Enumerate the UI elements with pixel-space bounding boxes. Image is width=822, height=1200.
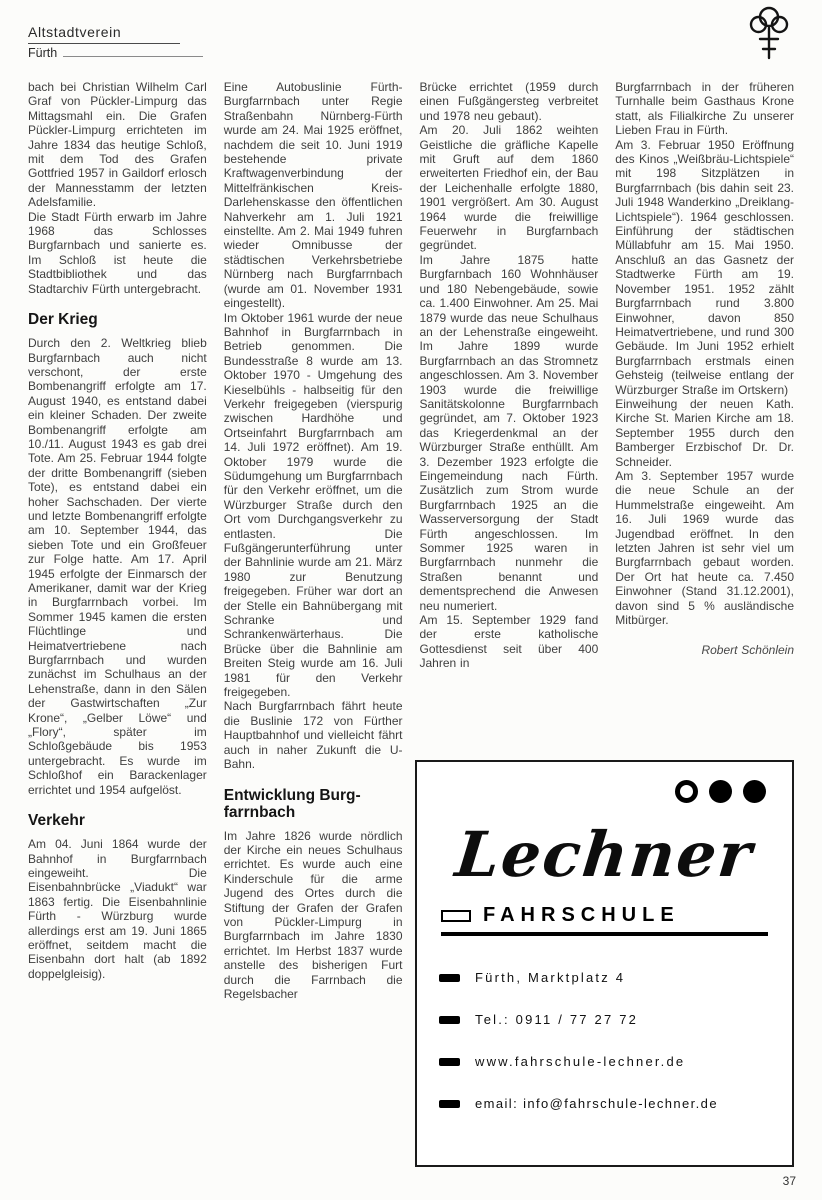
circle-filled-icon bbox=[709, 780, 732, 803]
dash-bullet-icon bbox=[439, 1016, 460, 1024]
author-signature: Robert Schönlein bbox=[701, 643, 794, 658]
ad-website-text: www.fahrschule-lechner.de bbox=[475, 1054, 686, 1069]
body-paragraph: Durch den 2. Weltkrieg blieb Burgfarnbach auch nicht verschont, der erste Bombenangriff erfolgte am 17. August 1940, es entstand dabei ein kleiner Schaden. Der zweite Bombenangriff erfolgte am 10./11. August 1943 es gab drei Tote. Am 25. Februar 1944 folgte der dritte Bombenangriff (sieben Tote), es entstand dabei ein hoher Sachschaden. Der vierte und letzte Bombenangriff erfolgte am 10. September 1944, das sieben Tote und ein Großfeuer zur Folge hatte. Am 17. April 1945 erfolgte der Einmarsch der Amerikaner, damit war der Krieg in Burgfarrnbach vorbei. Im Sommer 1945 kamen die ersten Flüchtlinge und Heimatvertriebene nach Burgfarrnbach und wurden zunächst im Schulhaus an der Lehenstraße, dann in den Sälen der Gastwirtschaften „Zur Krone“, „Gelber Löwe“ und „Flory“, später im Schloßgebäude bis 1953 untergebracht. Es wurde im Schloßhof ein Barackenlager errichtet und 1954 aufgelöst. bbox=[28, 336, 207, 797]
body-paragraph: Im Oktober 1961 wurde der neue Bahnhof in Burgfarrnbach in Betrieb genommen. Die Bundesstraße 8 wurde am 13. Oktober 1970 - Umgehung des Kieselbühls - halbseitig für den Verkehr freigegeben (vierspurig zwischen Hardhöhe und Ortseinfahrt Burgfarrnbach am 14. Juli 1972 eröffnet). Am 19. Oktober 1979 wurde die Südumgehung um Burgfarrnbach für den Verkehr eröffnet, um die Würzburger Straße durch den Ort vom Durchgangsverkehr zu entlasten. Die Fußgängerunterführung unter der Bahnlinie wurde am 21. März 1980 zur Benutzung freigegeben. Früher war dort an der Stelle ein Bahnübergang mit Schranke und Schrankenwärterhaus. Die Brücke über die Bahnlinie am Breiten Steig wurde am 16. Juli 1981 für den Verkehr freigegeben. bbox=[223, 310, 403, 700]
advertisement-fahrschule-lechner bbox=[415, 760, 794, 1167]
section-heading: Entwicklung Burg-farrnbach bbox=[223, 786, 361, 821]
body-paragraph: Einweihung der neuen Kath. Kirche St. Marien Kirche am 18. September 1955 durch den Bamberger Erzbischof Dr. Dr. Schneider. bbox=[615, 396, 794, 469]
body-paragraph: Am 3. Februar 1950 Eröffnung des Kinos „Weißbräu-Lichtspiele“ mit 198 Sitzplätzen in Burgfarrnbach (bis dahin seit 23. Juli 1948 Wanderkino „Dreiklang-Lichtspiele“). 1964 geschlossen. Einführung der städtischen Müllabfuhr am 15. Mai 1950. Anschluß an das Gasnetz der Stadtwerke Fürth am 19. November 1951. 1952 zählt Burgfarrnbach rund 3.800 Einwohner, davon 850 Heimatvertriebene, und rund 300 Gebäude. Im Juni 1952 erhielt Burgfarrnbach erstmals einen Gehsteig (teilweise entlang der Würzburger Straße im Ortskern) bbox=[615, 137, 794, 397]
circle-ring-icon bbox=[675, 780, 698, 803]
text-column-2 bbox=[224, 80, 403, 1001]
masthead-rule bbox=[63, 55, 203, 57]
body-paragraph: Nach Burgfarrnbach fährt heute die Buslinie 172 von Fürther Hauptbahnhof und vielleicht fährt auch in naher Zukunft die U-Bahn. bbox=[223, 699, 403, 772]
body-paragraph: Im Jahre 1826 wurde nördlich der Kirche ein neues Schulhaus errichtet. Es wurde auch eine Kinderschule für die arme Jugend des Ortes durch die Stiftung der Grafen der Grafen von Pückler-Limpurg in Burgfarrnbach im Jahre 1830 errichtet. Im Herbst 1837 wurde anstelle des bisherigen Furt durch die Farrnbach die Regelsbacher bbox=[223, 828, 403, 1001]
ad-website-line bbox=[439, 1054, 772, 1069]
ad-phone-line bbox=[439, 1012, 772, 1027]
ad-email-text: email: info@fahrschule-lechner.de bbox=[475, 1096, 718, 1111]
ad-address-text: Fürth, Marktplatz 4 bbox=[475, 970, 626, 985]
three-circles-logo-icon bbox=[675, 780, 766, 803]
body-paragraph: Brücke errichtet (1959 durch einen Fußgängersteg verbreitet und 1978 neu gebaut). bbox=[419, 80, 599, 123]
section-heading: Der Krieg bbox=[28, 311, 98, 329]
body-paragraph: Die Stadt Fürth erwarb im Jahre 1968 das Schlosses Burgfarnbach und sanierte es. Im Schloß ist heute die Stadtbibliothek und das Stadtarchiv Fürth untergebracht. bbox=[28, 209, 207, 296]
masthead-subline bbox=[28, 46, 203, 60]
dash-bullet-icon bbox=[439, 974, 460, 982]
ad-subtitle: FAHRSCHULE bbox=[483, 904, 680, 926]
body-paragraph: Am 3. September 1957 wurde die neue Schule an der Hummelstraße eingeweiht. Am 16. Juli 1969 wurde das Jugendbad eröffnet. In den letzten Jahren ist sehr viel um Burgfarrnbach gebaut worden. Der Ort hat heute ca. 7.450 Einwohner (Stand 31.12.2001), davon sind 5 % ausländische Mitbürger. bbox=[615, 468, 794, 628]
altstadtverein-tree-logo-icon bbox=[740, 4, 798, 62]
circle-filled-icon bbox=[743, 780, 766, 803]
ad-address-line bbox=[439, 970, 772, 985]
section-heading: Verkehr bbox=[28, 812, 85, 830]
body-paragraph: Im Jahre 1875 hatte Burgfarnbach 160 Wohnhäuser und 180 Nebengebäude, sowie ca. 1.400 Einwohner. Am 25. Mai 1879 wurde das neue Schulhaus an der Lehenstraße eingeweiht. Im Jahre 1899 wurde Burgfarrnbach an das Stromnetz angeschlossen. Am 3. November 1903 wurde die freiwillige Sanitätskolonne Burgfarrnbach gegründet, am 7. Oktober 1923 das Kriegerdenkmal an der Würzburger Straße enthüllt. Am 3. Dezember 1923 erfolgte die Eingemeindung nach Fürth. Zusätzlich zum Strom wurde Burgfarrnbach 1925 an die Wasserversorgung der Stadt Fürth angeschlossen. Im Sommer 1925 waren in Burgfarrnbach nunmehr die Straßen benannt und dementsprechend die Anwesen neu numeriert. bbox=[419, 252, 599, 613]
body-paragraph: Am 15. September 1929 fand der erste katholische Gottesdienst seit über 400 Jahren in bbox=[419, 613, 599, 671]
body-paragraph: Am 04. Juni 1864 wurde der Bahnhof in Burgfarrnbach eingeweiht. Die Eisenbahnbrücke „Viadukt“ war 1863 fertig. Die Eisenbahnlinie Fürth - Würzburg wurde allerdings erst am 19. Juni 1865 eröffnet, seitdem macht die Eisenbahn dort halt (ab 1892 doppelgleisig). bbox=[28, 837, 207, 981]
car-outline-icon bbox=[441, 910, 471, 922]
page-number: 37 bbox=[782, 1174, 796, 1188]
organization-name: Altstadtverein bbox=[28, 24, 180, 44]
ad-email-line bbox=[439, 1096, 772, 1111]
body-paragraph: Am 20. Juli 1862 weihten Geistliche die gräfliche Kapelle mit Gruft auf dem 1860 erweiterten Friedhof ein, der Bau der Leichenhalle erfolgte 1880, 1901 vergrößert. Am 30. August 1964 wurde die freiwillige Feuerwehr in Burgfarnbach gegründet. bbox=[419, 123, 599, 253]
dash-bullet-icon bbox=[439, 1058, 460, 1066]
masthead bbox=[28, 24, 732, 60]
ad-phone-text: Tel.: 0911 / 77 27 72 bbox=[475, 1012, 639, 1027]
text-column-1 bbox=[28, 80, 207, 1001]
ad-divider-bar bbox=[441, 932, 768, 936]
ad-subtitle-row bbox=[441, 904, 768, 927]
dash-bullet-icon bbox=[439, 1100, 460, 1108]
body-paragraph: Eine Autobuslinie Fürth-Burgfarrnbach unter Regie Straßenbahn Nürnberg-Fürth wurde am 24. Mai 1925 eröffnet, nachdem die seit 10. Juni 1919 bestehende private Kraftwagenverbindung der Mittelfränkischen Kreis-Darlehenskasse den öffentlichen Nahverkehr am 1. Juli 1921 einstellte. Am 2. Mai 1949 fuhren wieder Omnibusse der städtischen Verkehrsbetriebe Nürnberg nach Burgfarrnbach (wurde am 01. November 1931 eingestellt). bbox=[223, 80, 403, 311]
body-paragraph: Burgfarrnbach in der früheren Turnhalle beim Gasthaus Krone statt, als Filialkirche Zu unserer Lieben Frau in Fürth. bbox=[615, 80, 794, 138]
body-paragraph: bach bei Christian Wilhelm Carl Graf von Pückler-Limpurg das Mittagsmahl ein. Die Grafen Pückler-Limpurg errichteten im Jahre 1834 das heutige Schloß, mit dem Tod des Grafen Gottfried 1957 in Gaildorf erlosch der Mannesstamm der letzten Adelsfamilie. bbox=[28, 80, 207, 210]
ad-contact-block bbox=[417, 970, 792, 1111]
ad-brand-name: Lechner bbox=[452, 818, 757, 891]
city-name: Fürth bbox=[28, 46, 58, 60]
